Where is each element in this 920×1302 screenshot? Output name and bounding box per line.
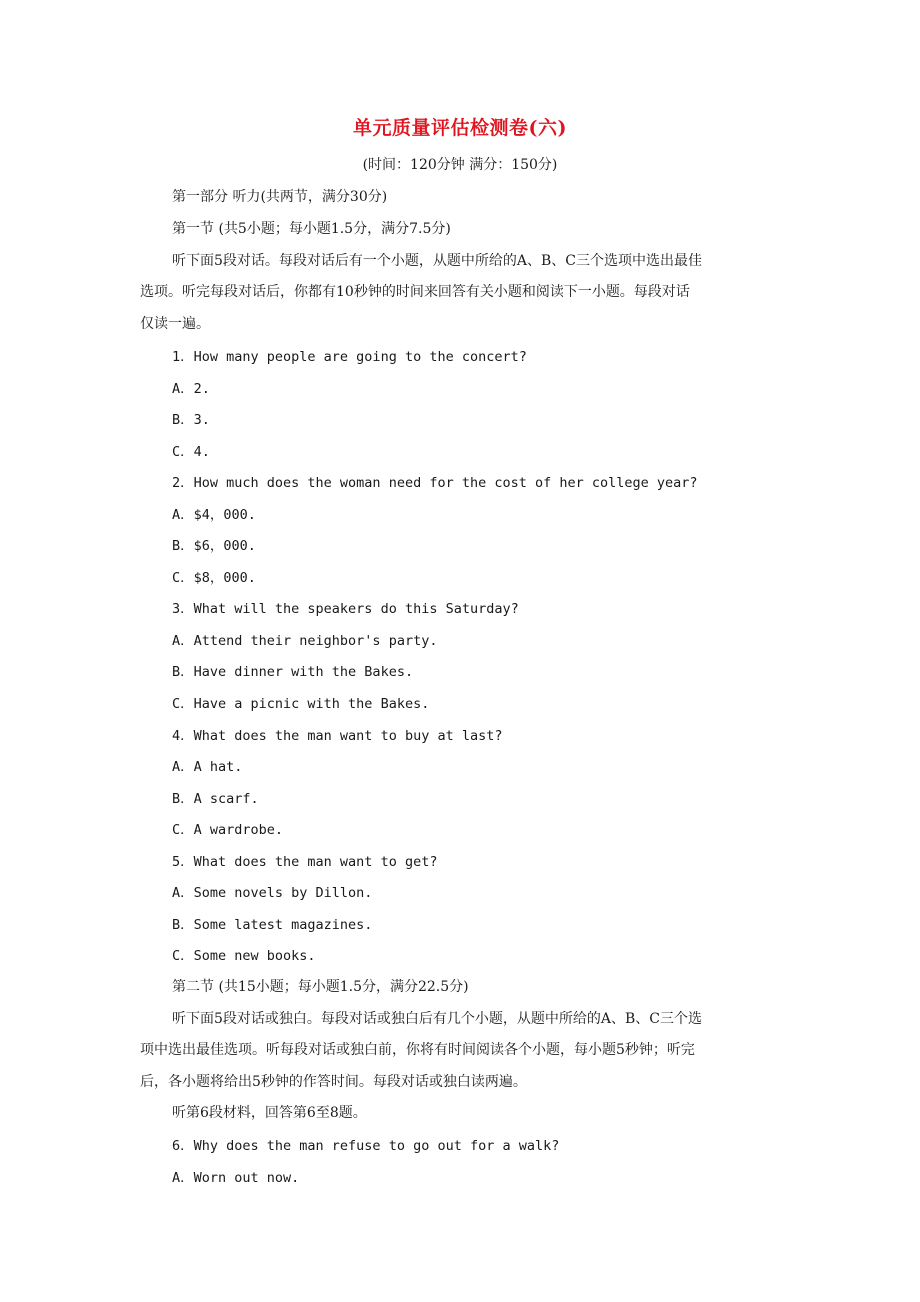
question-stem: 3．What will the speakers do this Saturday? (172, 601, 519, 617)
material6-note: 听第6段材料，回答第6至8题。 (172, 1105, 367, 1121)
exam-subtitle: (时间：120分钟 满分：150分) (362, 157, 558, 173)
question-option: C．Have a picnic with the Bakes. (172, 696, 430, 712)
question-option: B．Have dinner with the Bakes. (172, 664, 414, 680)
section1-heading: 第一节 (共5小题；每小题1.5分，满分7.5分) (172, 221, 451, 237)
question-option: A．Some novels by Dillon. (172, 885, 373, 901)
question-option: B．Some latest magazines. (172, 917, 373, 933)
section1-instruction-line: 听下面5段对话。每段对话后有一个小题，从题中所给的A、B、C三个选项中选出最佳 (172, 253, 703, 269)
section2-instruction-line: 听下面5段对话或独白。每段对话或独白后有几个小题，从题中所给的A、B、C三个选 (172, 1011, 703, 1027)
question-stem: 6．Why does the man refuse to go out for a walk? (172, 1138, 560, 1154)
question-option: A．A hat. (172, 759, 243, 775)
section2-instruction-line: 项中选出最佳选项。听每段对话或独白前，你将有时间阅读各个小题，每小题5秒钟；听完 (140, 1042, 695, 1058)
question-stem: 1．How many people are going to the concert? (172, 349, 527, 365)
question-option: B．$6，000. (172, 538, 256, 554)
question-option: A．Worn out now. (172, 1170, 300, 1186)
question-option: C．A wardrobe. (172, 822, 284, 838)
question-option: B．A scarf. (172, 791, 259, 807)
question-stem: 2．How much does the woman need for the cost of her college year? (172, 475, 698, 491)
section2-instruction-line: 后，各小题将给出5秒钟的作答时间。每段对话或独白读两遍。 (140, 1074, 527, 1090)
section1-instruction-line: 仅读一遍。 (140, 316, 210, 332)
question-option: C．4. (172, 444, 210, 460)
question-option: A．Attend their neighbor's party. (172, 633, 438, 649)
section1-instruction-line: 选项。听完每段对话后，你都有10秒钟的时间来回答有关小题和阅读下一小题。每段对话 (140, 284, 690, 300)
exam-title: 单元质量评估检测卷(六) (353, 117, 567, 139)
question-option: B．3. (172, 412, 210, 428)
question-stem: 4．What does the man want to buy at last? (172, 728, 503, 744)
question-option: C．Some new books. (172, 948, 316, 964)
question-option: C．$8，000. (172, 570, 256, 586)
question-option: A．$4，000. (172, 507, 256, 523)
part1-heading: 第一部分 听力(共两节，满分30分) (172, 189, 388, 205)
question-stem: 5．What does the man want to get? (172, 854, 438, 870)
section2-heading: 第二节 (共15小题；每小题1.5分，满分22.5分) (172, 979, 469, 995)
question-option: A．2. (172, 381, 210, 397)
